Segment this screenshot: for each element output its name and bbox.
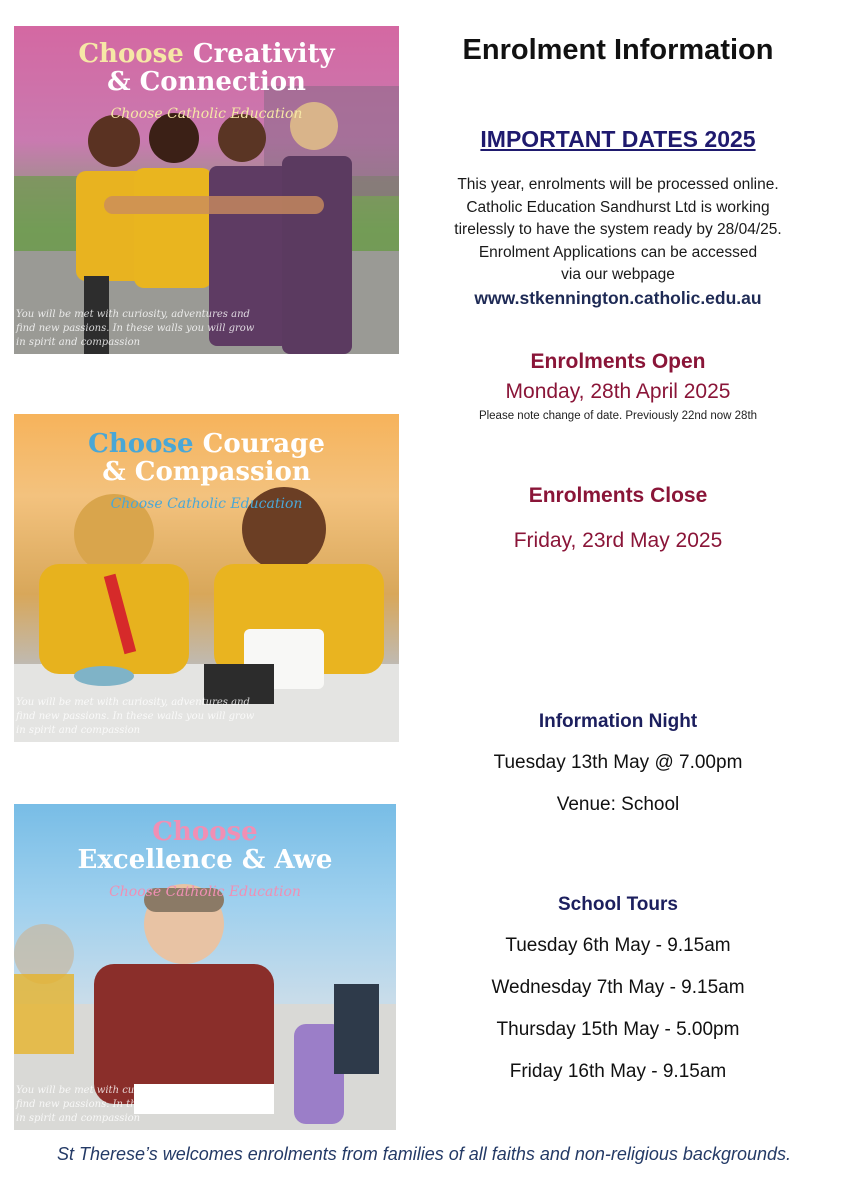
poster-subtitle: Choose Catholic Education xyxy=(110,106,303,122)
poster-headline: Choose Creativity & Connection xyxy=(78,39,335,97)
poster-courage-compassion xyxy=(14,414,399,742)
tour-time: Tuesday 6th May - 9.15am xyxy=(505,935,731,956)
enrolments-open-date: Monday, 28th April 2025 xyxy=(505,380,731,403)
website-link[interactable]: www.stkennington.catholic.edu.au xyxy=(474,288,762,308)
tour-time: Friday 16th May - 9.15am xyxy=(509,1061,727,1082)
important-dates-heading: IMPORTANT DATES 2025 xyxy=(480,126,756,152)
poster-tagline: You will be met with curiosity, adventures and find new passions. In these walls you will grow in spirit and compassion xyxy=(16,697,255,736)
information-night-time: Tuesday 13th May @ 7.00pm xyxy=(493,752,743,773)
information-night-heading: Information Night xyxy=(538,711,698,732)
tour-time: Thursday 15th May - 5.00pm xyxy=(496,1019,740,1040)
enrolments-close-date: Friday, 23rd May 2025 xyxy=(513,529,723,552)
poster-excellence-awe xyxy=(14,804,396,1130)
page-title: Enrolment Information xyxy=(462,34,774,66)
poster-creativity-connection xyxy=(14,26,399,354)
enrolments-close-heading: Enrolments Close xyxy=(528,484,708,507)
poster-tagline: You will be met with curiosity, adventures and find new passions. In these walls you will grow in spirit and compassion xyxy=(16,1085,255,1124)
information-night-venue: Venue: School xyxy=(556,794,680,815)
enrolments-open-heading: Enrolments Open xyxy=(530,350,706,373)
intro-paragraph: This year, enrolments will be processed online. Catholic Education Sandhurst Ltd is working tirelessly to have the system ready by 28/04/25. Enrolment Applications can be accessed via our webpage xyxy=(454,176,782,283)
tour-time: Wednesday 7th May - 9.15am xyxy=(491,977,745,998)
welcome-footer: St Therese’s welcomes enrolments from families of all faiths and non-religious backgrounds. xyxy=(56,1144,791,1164)
poster-subtitle: Choose Catholic Education xyxy=(110,496,303,512)
school-tours-heading: School Tours xyxy=(558,894,678,915)
poster-headline: Choose Excellence & Awe xyxy=(77,817,333,875)
poster-headline: Choose Courage & Compassion xyxy=(88,429,325,487)
poster-subtitle: Choose Catholic Education xyxy=(109,884,301,900)
poster-tagline: You will be met with curiosity, adventures and find new passions. In these walls you will grow in spirit and compassion xyxy=(16,309,255,348)
date-change-note: Please note change of date. Previously 22nd now 28th xyxy=(478,410,758,422)
